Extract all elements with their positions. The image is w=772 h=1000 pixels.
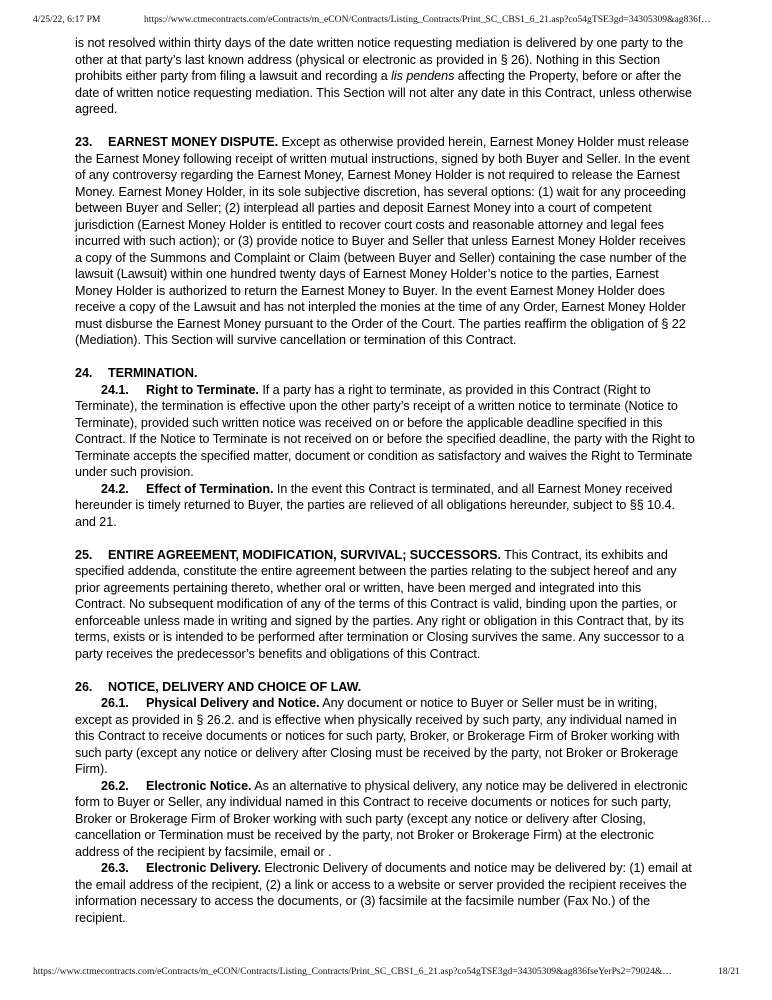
section-title: NOTICE, DELIVERY AND CHOICE OF LAW. <box>108 679 362 694</box>
print-header-url: https://www.ctmecontracts.com/eContracts/m_eCON/Contracts/Listing_Contracts/Print_SC_CBS1_6_21.asp?co54gTSE3gd=34305309&ag836f… <box>144 14 711 25</box>
section-body: This Contract, its exhibits and specified addenda, constitute the entire agreement between the parties relating to the subject hereof and any prior agreements pertaining thereto, whether oral or written, have been merged and integrated into this Contract. No subsequent modification of any of the terms of this Contract is valid, binding upon the parties, or enforceable unless made in writing and signed by the parties. Any right or obligation in this Contract that, by its terms, exists or is intended to be performed after termination or Closing survives the same. Any successor to a party receives the predecessor’s benefits and obligations of this Contract. <box>75 547 685 661</box>
subsection-title: Physical Delivery and Notice. <box>146 696 320 710</box>
subsection-26-3 <box>75 860 695 926</box>
section-24 <box>75 365 695 382</box>
lis-pendens-term: lis pendens <box>391 69 455 83</box>
divider <box>75 349 695 366</box>
divider <box>75 118 695 135</box>
section-number: 23. <box>75 135 93 149</box>
section-number: 26. <box>75 679 93 694</box>
divider <box>75 530 695 547</box>
subsection-body: If a party has a right to terminate, as provided in this Contract (Right to Terminate), the termination is effective upon the other party’s receipt of a written notice to terminate (Notice to Terminate), provided such written notice was received on or before the applicable deadline specified in this Contract. If the Notice to Terminate is not received on or before the specified deadline, the party with the Right to Terminate accepts the specified matter, document or condition as satisfactory and waives the Right to Terminate under such provision. <box>75 382 695 479</box>
section-23 <box>75 134 695 349</box>
section-body: Except as otherwise provided herein, Earnest Money Holder must release the Earnest Money following receipt of written mutual instructions, signed by both Buyer and Seller. In the event of any controversy regarding the Earnest Money, Earnest Money Holder is not required to release the Earnest Money. Earnest Money Holder, in its sole subjective discretion, has several options: (1) wait for any proceeding between Buyer and Seller; (2) interplead all parties and deposit Earnest Money into a court of competent jurisdiction (Earnest Money Holder is entitled to recover court costs and reasonable attorney and legal fees incurred with such action); or (3) provide notice to Buyer and Seller that unless Earnest Money Holder receives a copy of the Summons and Complaint or Claim (between Buyer and Seller) containing the case number of the lawsuit (Lawsuit) within one hundred twenty days of Earnest Money Holder’s notice to the parties, Earnest Money Holder is authorized to return the Earnest Money to Buyer. In the event Earnest Money Holder does receive a copy of the Lawsuit and has not interpled the monies at the time of any Order, Earnest Money Holder must disburse the Earnest Money pursuant to the Order of the Court. The parties reaffirm the obligation of § 22 (Mediation). This Section will survive cancellation or termination of this Contract. <box>75 135 690 347</box>
subsection-title: Electronic Delivery. <box>146 861 261 875</box>
section-number: 24. <box>75 366 93 380</box>
page-number: 18/21 <box>718 966 740 977</box>
section-title: TERMINATION. <box>108 366 198 380</box>
divider <box>75 662 695 679</box>
subsection-26-1 <box>75 695 695 778</box>
section-22-continuation <box>75 35 695 118</box>
subsection-title: Right to Terminate. <box>146 382 259 397</box>
subsection-title: Effect of Termination. <box>146 481 274 496</box>
continuation-text: is not resolved within thirty days of the date written notice requesting mediation is delivered by one party to the other at that party’s last known address (physical or electronic as provided in § 26). Nothing in this Section prohibits either party from filing a lawsuit and recording a <box>75 36 684 83</box>
continuation-text-end: affecting the Property, before or after the date of written notice requesting mediation. This Section will not alter any date in this Contract, unless otherwise agreed. <box>75 69 692 116</box>
subsection-24-1 <box>75 382 695 481</box>
subsection-number: 24.1. <box>101 382 129 397</box>
subsection-24-2 <box>75 481 695 531</box>
subsection-number: 26.1. <box>101 696 129 710</box>
section-title: EARNEST MONEY DISPUTE. <box>108 135 279 149</box>
subsection-title: Electronic Notice. <box>146 778 252 793</box>
subsection-number: 26.2. <box>101 778 129 793</box>
subsection-number: 24.2. <box>101 481 129 496</box>
section-25 <box>75 547 695 663</box>
subsection-body: In the event this Contract is terminated, and all Earnest Money received hereunder is timely returned to Buyer, the parties are relieved of all obligations hereunder, subject to §§ 10.4. and 21. <box>75 481 675 529</box>
print-datetime: 4/25/22, 6:17 PM <box>33 14 101 25</box>
section-number: 25. <box>75 547 93 562</box>
subsection-26-2 <box>75 778 695 861</box>
section-title: ENTIRE AGREEMENT, MODIFICATION, SURVIVAL; SUCCESSORS. <box>108 547 501 562</box>
subsection-body: Any document or notice to Buyer or Seller must be in writing, except as provided in § 26.2. and is effective when physically received by such party, any individual named in this Contract to receive documents or notices for such party, Broker, or Brokerage Firm of Broker working with such party (except any notice or delivery after Closing must be received by the party, not Broker or Brokerage Firm). <box>75 696 680 776</box>
contract-content <box>75 35 695 926</box>
print-footer-url: https://www.ctmecontracts.com/eContracts/m_eCON/Contracts/Listing_Contracts/Print_SC_CBS1_6_21.asp?co54gTSE3gd=34305309&ag836fseYerPs2=79024&… <box>33 966 672 977</box>
subsection-body: As an alternative to physical delivery, any notice may be delivered in electronic form to Buyer or Seller, any individual named in this Contract to receive documents or notices for such party, Broker or Brokerage Firm of Broker working with such party (except any notice or delivery after Closing, cancellation or Termination must be received by the party, not Broker or Brokerage Firm) at the electronic address of the recipient by facsimile, email or . <box>75 778 688 859</box>
section-26 <box>75 679 695 696</box>
subsection-number: 26.3. <box>101 861 129 875</box>
subsection-body: Electronic Delivery of documents and notice may be delivered by: (1) email at the email address of the recipient, (2) a link or access to a website or server provided the recipient receives the information necessary to access the documents, or (3) facsimile at the facsimile number (Fax No.) of the recipient. <box>75 861 692 925</box>
